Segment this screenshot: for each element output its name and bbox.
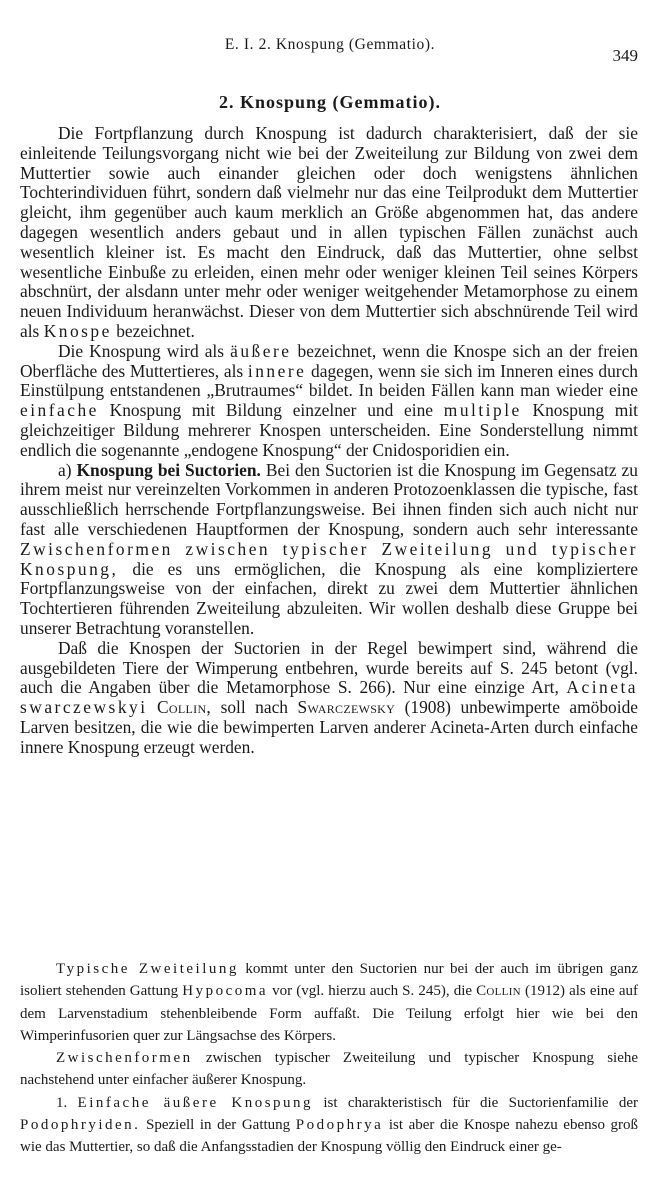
main-text [20,124,638,758]
p2-term-multiple: multiple [443,400,522,421]
running-head: E. I. 2. Knospung (Gemmatio). [224,36,436,53]
paragraph-3 [20,461,638,639]
p3-text-b: die es uns ermöglichen, die Knospung als eine kompliziertere Fortpflanzungsweise von der einfachen, direkt zu zwei dem Muttertier ähnlichen Tochtertieren führenden Zweiteilung abzuleiten. Wir wollen deshalb diese Gruppe bei unserer Betrachtung voranstellen. [20,558,638,638]
n3-text-a: ist charakteristisch für die Suctorienfamilie der [323,1094,639,1111]
p4-text-c: (1908) unbewimperte amöboide Larven besitzen, die wie die bewimperten Larven anderer Acineta-Arten durch einfache innere Knospung erzeugt werden. [20,697,638,757]
n1-term: Typische Zweiteilung [56,961,239,977]
p2-text-b: bezeichnet, wenn die Knospe sich an der freien Oberfläche des Muttertieres, als [20,340,638,381]
p4-text-a: Daß die Knospen der Suctorien in der Regel bewimpert sind, während die ausgebildeten Tiere der Wimperung entbehren, wurde bereits auf S. 245 betont (vgl. auch die Angaben über die Metamorphose S. 266). Nur eine einzige Art, [20,637,638,698]
paragraph-1 [20,124,638,342]
p4-text-b: soll nach [220,697,288,718]
n2-text: zwischen typischer Zweiteilung und typischer Knospung siehe nachstehend unter einfacher äußerer Knospung. [20,1050,639,1089]
p2-term-einfache: einfache [20,400,99,421]
n1-text-c: (1912) als eine auf dem Larvenstadium stehenbleibende Form auffaßt. Die Teilung erfolgt hier wie bei den Wimperinfusorien quer zur Längsachse des Körpers. [20,983,639,1044]
section-title: 2. Knospung (Gemmatio). [218,92,441,112]
p2-text-a: Die Knospung wird als [58,340,225,361]
n3-lead: 1. [56,1094,68,1111]
small-print-notes [20,958,638,1159]
p3-lead: a) [58,459,72,480]
n1-genus: Hypocoma [182,983,269,1000]
n3-term: Einfache äußere Knospung [77,1094,314,1111]
paragraph-4 [20,639,638,758]
note-2 [20,1047,638,1092]
n3-text-b: Speziell in der Gattung [146,1117,291,1134]
p1-end: bezeichnet. [116,320,195,341]
n3-genus: Podophrya [295,1117,384,1134]
p2-term-aeussere: äußere [230,340,292,361]
p4-author-collin: Collin, [157,697,212,718]
n1-author: Collin [476,983,521,1000]
n3-family: Podophryiden. [20,1117,141,1134]
page-number: 349 [612,46,638,65]
n1-text-b: vor (vgl. hierzu auch S. 245), die [272,983,473,1000]
note-1 [20,958,638,1047]
p3-text-a: Bei den Suctorien ist die Knospung im Gegensatz zu ihrem meist nur vereinzelten Vorkommen in anderen Protozoenklassen die typische, fast ausschließlich herrschende Fortpflanzungsweise. Bei ihnen finden sich auch nicht nur fast alle verschiedenen Hauptformen der Knospung, sondern auch sehr interessante [20,459,638,539]
p2-text-c: dagegen, wenn sie sich im Inneren eines durch Einstülpung entstandenen „Brutraumes“ bildet. In beiden Fällen kann man wieder eine [20,360,638,401]
paragraph-2 [20,342,638,461]
note-3 [20,1092,638,1159]
n1-text-a: kommt unter den Suctorien nur bei der auch im übrigen ganz isoliert stehenden Gattung [20,961,639,1000]
p4-author-swarczewsky: Swarczewsky [297,697,396,718]
page-header [16,36,644,65]
p3-term: Zwischenformen zwischen typischer Zweiteilung und typischer Knospung, [20,538,638,579]
p1-term: Knospe [43,320,112,341]
p4-species: Acineta swarczewskyi [20,677,638,718]
n3-text-c: ist aber die Knospe nahezu ebenso groß wie das Muttertier, so daß die Anfangsstadien der Knospung völlig den Eindruck einer ge- [20,1117,639,1156]
subsection-heading: Knospung bei Suctorien. [76,459,261,480]
p2-term-innere: innere [247,360,307,381]
p1-text: Die Fortpflanzung durch Knospung ist dadurch charakterisiert, daß der sie einleitende Teilungsvorgang nicht wie bei der Zweiteilung zur Bildung von zwei dem Muttertier sowie auch einander gleichen oder doch wenigstens ähnlichen Tochterindividuen führt, sondern daß vielmehr nur das eine Teilprodukt dem Muttertier gleicht, ihm gegenüber auch kaum merklich an Größe abgenommen hat, das andere dagegen wesentlich anders gebaut und in allen typischen Fällen zunächst auch wesentlich kleiner ist. Es macht den Eindruck, daß das Muttertier, ohne selbst wesentliche Einbuße zu erleiden, einen mehr oder weniger kleinen Teil seines Körpers abschnürt, der alsdann unter mehr oder weniger weitgehender Metamorphose zu einem neuen Individuum heranwächst. Dieser von dem Muttertier sich abschnürende Teil wird als [20,123,638,341]
n2-term: Zwischenformen [56,1050,193,1067]
p2-text-d: Knospung mit Bildung einzelner und eine [109,400,434,421]
p2-text-e: Knospung mit gleichzeitiger Bildung mehrerer Knospen unterscheiden. Eine Sonderstellung nimmt endlich die sogenannte „endogene Knospung“ der Cnidosporidien ein. [20,400,639,460]
